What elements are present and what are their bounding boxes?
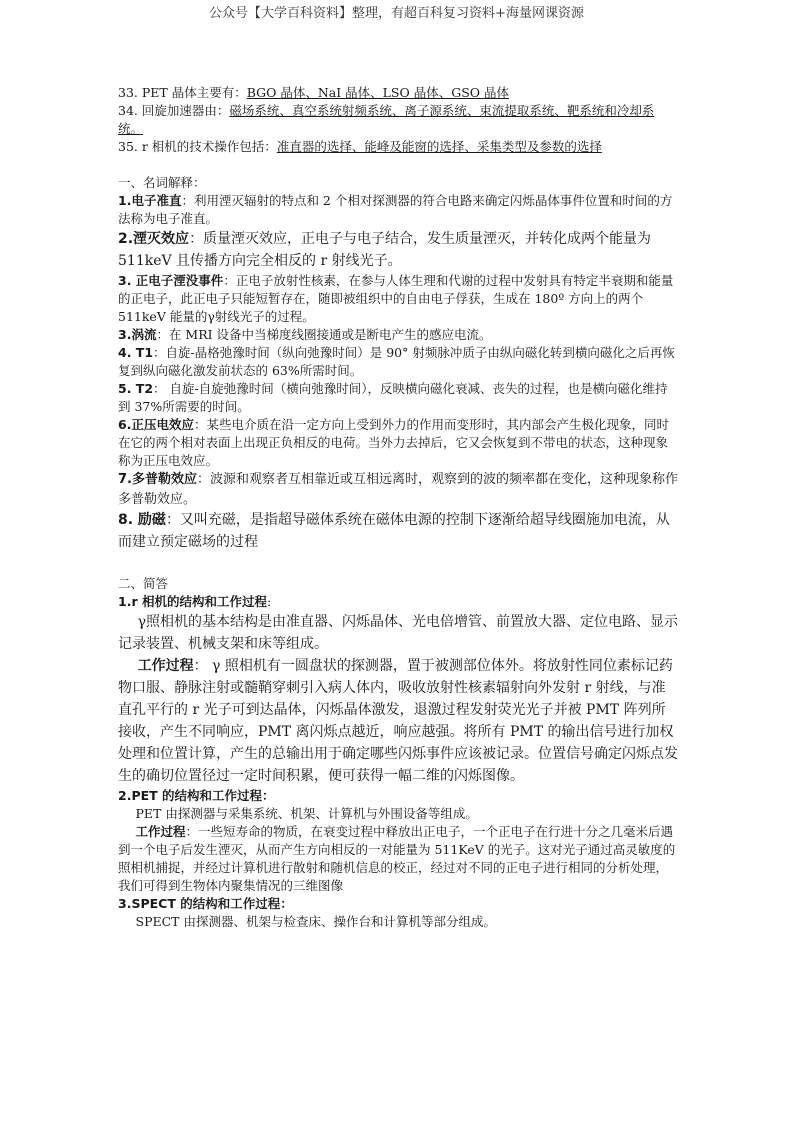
term-item: 7.多普勒效应：波源和观察者互相靠近或互相远离时，观察到的波的频率都在变化，这种现象称作多普勒效应。 xyxy=(118,472,678,507)
section-title-definitions: 一、名词解释： xyxy=(118,175,206,190)
page-header: 公众号【大学百科资料】整理，有超百科复习资料+海量网课资源 xyxy=(209,6,584,21)
term-item: 8. 励磁：又叫充磁，是指超导磁体系统在磁体电源的控制下逐渐给超导线圈施加电流，从而建立预定磁场的过程 xyxy=(118,512,670,550)
list-item-33: 33. PET 晶体主要有：BGO 晶体、NaI 晶体、LSO 晶体、GSO 晶体 xyxy=(118,85,509,100)
work-process-label: 工作过程 xyxy=(137,658,194,674)
term-item: 3. 正电子湮没事件：正电子放射性核素，在参与人体生理和代谢的过程中发射具有特定半衰期和能量的正电子，此正电子只能短暂存在，随即被组织中的自由电子俘获，生成在 180º 方向上的两个 511keV 能量的γ射线光子的过程。 xyxy=(118,273,674,324)
term-item: 6.正压电效应：某些电介质在沿一定方向上受到外力的作用而变形时，其内部会产生极化现象，同时在它的两个相对表面上出现正负相反的电荷。当外力去掉后，它又会恢复到不带电的状态，这种现象称为正压电效应。 xyxy=(118,417,669,468)
question-body: γ照相机的基本结构是由准直器、闪烁晶体、光电倍增管、前置放大器、定位电路、显示记录装置、机械支架和床等组成。 xyxy=(118,614,678,652)
term-label: 5. T2 xyxy=(118,381,154,396)
question-title: 2.PET 的结构和工作过程： xyxy=(118,788,275,803)
term-label: 8. 励磁 xyxy=(118,512,166,528)
term-label: 4. T1 xyxy=(118,345,154,360)
term-item: 3.涡流：在 MRI 设备中当梯度线圈接通或是断电产生的感应电流。 xyxy=(118,327,492,342)
answer-text: BGO 晶体、NaI 晶体、LSO 晶体、GSO 晶体 xyxy=(246,85,509,100)
term-item: 4. T1：自旋-晶格弛豫时间（纵向弛豫时间）是 90° 射频脉冲质子由纵向磁化转到横向磁化之后再恢复到纵向磁化激发前状态的 63%所需时间。 xyxy=(118,345,675,378)
term-label: 6.正压电效应 xyxy=(118,417,194,432)
term-label: 3. 正电子湮没事件 xyxy=(118,273,224,288)
section-title-short-answer: 二、简答 xyxy=(118,576,169,591)
list-item-35: 35. r 相机的技术操作包括：准直器的选择、能峰及能窗的选择、采集类型及参数的选择 xyxy=(118,139,602,154)
term-label: 3.涡流 xyxy=(118,327,157,342)
term-item: 5. T2： 自旋-自旋弛豫时间（横向弛豫时间），反映横向磁化衰减、丧失的过程，也是横向磁化维持到 37%所需要的时间。 xyxy=(118,381,668,414)
term-item: 1.电子准直：利用湮灭辐射的特点和 2 个相对探测器的符合电路来确定闪烁晶体事件位置和时间的方法称为电子准直。 xyxy=(118,193,673,226)
answer-text: 磁场系统、真空系统射频系统、离子源系统、束流提取系统、靶系统和冷却系统。 xyxy=(118,103,655,136)
list-item-34: 34. 回旋加速器由：磁场系统、真空系统射频系统、离子源系统、束流提取系统、靶系统和冷却系统。 xyxy=(118,103,655,136)
question-body: 工作过程：一些短寿命的物质，在衰变过程中释放出正电子，一个正电子在行进十分之几毫米后遇到一个电子后发生湮灭，从而产生方向相反的一对能量为 511KeV 的光子。这对光子通过高灵敏度的照相机捕捉，并经过计算机进行散射和随机信息的校正，经过对不同的正电子进行相同的分析处理，我们可得到生物体内聚集情况的三维图像 xyxy=(118,824,676,893)
document-body xyxy=(118,84,678,931)
term-label: 1.电子准直 xyxy=(118,193,182,208)
question-title: 3.SPECT 的结构和工作过程： xyxy=(118,896,293,911)
answer-text: 准直器的选择、能峰及能窗的选择、采集类型及参数的选择 xyxy=(276,139,602,154)
question-body: SPECT 由探测器、机架与检查床、操作台和计算机等部分组成。 xyxy=(135,914,496,929)
term-item: 2.湮灭效应：质量湮灭效应，正电子与电子结合，发生质量湮灭，并转化成两个能量为 511keV 且传播方向完全相反的 r 射线光子。 xyxy=(118,231,652,269)
question-body: 工作过程： γ 照相机有一圆盘状的探测器，置于被测部位体外。将放射性同位素标记药物口服、静脉注射或髓鞘穿刺引入病人体内，吸收放射性核素辐射向外发射 r 射线，与准直孔平行的 r 光子可到达晶体，闪烁晶体激发，退激过程发射荧光光子并被 PMT 阵列所接收，产生不同响应，PMT 离闪烁点越近，响应越强。将所有 PMT 的输出信号进行加权处理和位置计算，产生的总输出用于确定哪些闪烁事件应该被记录。位置信号确定闪烁点发生的确切位置径过一定时间积累，便可获得一幅二维的闪烁图像。 xyxy=(118,658,678,784)
question-title: 1.r 相机的结构和工作过程: xyxy=(118,594,272,609)
term-label: 7.多普勒效应 xyxy=(118,472,197,487)
question-body: PET 由探测器与采集系统、机架、计算机与外围设备等组成。 xyxy=(135,806,478,821)
term-label: 2.湮灭效应 xyxy=(118,231,190,247)
work-process-label: 工作过程 xyxy=(135,824,186,839)
